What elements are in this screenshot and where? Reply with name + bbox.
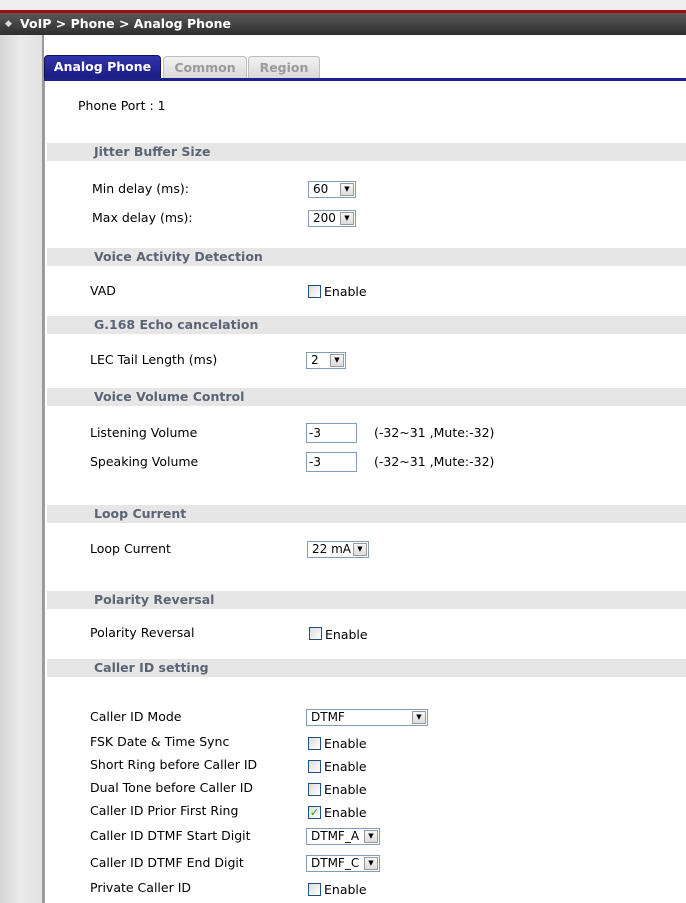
private-cid-enable-label: Enable — [324, 882, 367, 897]
breadcrumb-bar — [0, 13, 686, 35]
loop-current-select[interactable] — [307, 541, 369, 558]
diamond-icon: ◆ — [5, 19, 12, 29]
prior-ring-checkbox[interactable] — [308, 806, 321, 819]
dtmf-end-label: Caller ID DTMF End Digit — [90, 855, 244, 870]
fsk-sync-label: FSK Date & Time Sync — [90, 734, 230, 749]
lec-label: LEC Tail Length (ms) — [90, 352, 218, 367]
vad-checkbox[interactable] — [308, 285, 321, 298]
min-delay-select[interactable] — [308, 181, 356, 198]
section-title: Jitter Buffer Size — [94, 144, 211, 159]
short-ring-enable-label: Enable — [324, 759, 367, 774]
dual-tone-label: Dual Tone before Caller ID — [90, 780, 254, 795]
breadcrumb: VoIP > Phone > Analog Phone — [20, 16, 231, 31]
private-cid-checkbox[interactable] — [308, 883, 321, 896]
section-loop-current — [47, 505, 686, 523]
cid-mode-select[interactable] — [306, 709, 428, 726]
speaking-volume-input[interactable]: -3 — [306, 452, 357, 472]
top-strip — [0, 0, 686, 12]
speaking-volume-hint: (-32~31 ,Mute:-32) — [374, 454, 495, 469]
section-title: Caller ID setting — [94, 660, 209, 675]
chevron-down-icon[interactable]: ▼ — [412, 711, 426, 724]
phone-port-label: Phone Port : 1 — [78, 98, 166, 113]
prior-ring-enable-label: Enable — [324, 805, 367, 820]
dtmf-start-label: Caller ID DTMF Start Digit — [90, 828, 251, 843]
dual-tone-checkbox[interactable] — [308, 783, 321, 796]
prior-ring-label: Caller ID Prior First Ring — [90, 803, 239, 818]
max-delay-label: Max delay (ms): — [92, 210, 193, 225]
fsk-sync-enable-label: Enable — [324, 736, 367, 751]
left-sidebar — [0, 35, 44, 903]
select-value: 22 mA — [312, 542, 351, 556]
section-title: G.168 Echo cancelation — [94, 317, 259, 332]
tab-analog-phone[interactable]: Analog Phone — [44, 55, 161, 79]
select-value: DTMF_A — [311, 829, 360, 843]
select-value: 200 — [313, 211, 336, 225]
section-title: Voice Activity Detection — [94, 249, 263, 264]
section-title: Voice Volume Control — [94, 389, 245, 404]
listening-volume-label: Listening Volume — [90, 425, 198, 440]
check-mark-icon: ✓ — [309, 806, 320, 819]
chevron-down-icon[interactable]: ▼ — [364, 857, 378, 870]
speaking-volume-label: Speaking Volume — [90, 454, 199, 469]
lec-select[interactable] — [306, 352, 346, 369]
select-value: 60 — [313, 182, 329, 196]
section-title: Loop Current — [94, 506, 187, 521]
section-title: Polarity Reversal — [94, 592, 215, 607]
chevron-down-icon[interactable]: ▼ — [330, 354, 344, 367]
section-polarity — [47, 591, 686, 609]
cid-mode-label: Caller ID Mode — [90, 709, 182, 724]
section-volume — [47, 388, 686, 406]
loop-current-label: Loop Current — [90, 541, 171, 556]
min-delay-label: Min delay (ms): — [92, 181, 189, 196]
fsk-sync-checkbox[interactable] — [308, 737, 321, 750]
vad-enable-label: Enable — [324, 284, 367, 299]
polarity-checkbox[interactable] — [309, 627, 322, 640]
short-ring-label: Short Ring before Caller ID — [90, 757, 258, 772]
select-value: 2 — [311, 353, 319, 367]
dual-tone-enable-label: Enable — [324, 782, 367, 797]
polarity-label: Polarity Reversal — [90, 625, 195, 640]
tab-common[interactable]: Common — [163, 56, 247, 79]
chevron-down-icon[interactable]: ▼ — [364, 830, 378, 843]
short-ring-checkbox[interactable] — [308, 760, 321, 773]
vad-label: VAD — [90, 283, 116, 298]
dtmf-end-select[interactable] — [306, 855, 380, 872]
select-value: DTMF_C — [311, 856, 360, 870]
section-vad — [47, 248, 686, 266]
section-echo-cancel — [47, 316, 686, 334]
polarity-enable-label: Enable — [325, 627, 368, 642]
chevron-down-icon[interactable]: ▼ — [353, 543, 367, 556]
listening-volume-hint: (-32~31 ,Mute:-32) — [374, 425, 495, 440]
tab-region[interactable]: Region — [248, 56, 320, 79]
section-jitter-buffer — [47, 143, 686, 161]
max-delay-select[interactable] — [308, 210, 356, 227]
listening-volume-input[interactable]: -3 — [306, 423, 357, 443]
select-value: DTMF — [311, 710, 345, 724]
private-cid-label: Private Caller ID — [90, 880, 192, 895]
dtmf-start-select[interactable] — [306, 828, 380, 845]
section-caller-id — [47, 659, 686, 677]
chevron-down-icon[interactable]: ▼ — [340, 183, 354, 196]
chevron-down-icon[interactable]: ▼ — [340, 212, 354, 225]
